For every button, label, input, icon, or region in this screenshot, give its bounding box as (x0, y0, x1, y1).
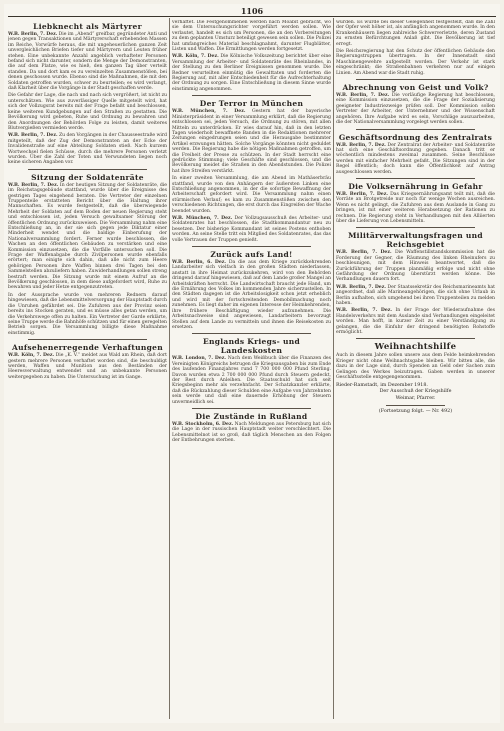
section-divider (192, 333, 311, 334)
article-paragraph (336, 353, 495, 380)
article-paragraph (8, 32, 167, 91)
section-divider (192, 408, 311, 409)
article-paragraph (172, 356, 331, 405)
article-text: Die Gefahr der Lage, die nach und nach sich vergrößert, ist nicht zu unterschätzen. Wie aus zuverlässiger Quelle mitgeteilt wird, hat sich der Vollzugsrat bereits mit der Frage befaßt und beschlossen, keine weiteren Kundgebungen auf den Straßen zu gestatten. Die Bevölkerung wird gebeten, Ruhe und Ordnung zu bewahren und den Anordnungen der Behörden Folge zu leisten, damit weiteres Blutvergießen vermieden werde. (8, 93, 167, 131)
signature-line: Rieder-Ramstadt, im Dezember 1918. (336, 382, 428, 388)
article-paragraph (172, 54, 331, 92)
article-headline: Englands Kriegs- und Landeskosten (202, 337, 301, 356)
article-text: Der Vollzugsausschuß des Arbeiter- und Soldatenrates hat beschlossen, die Stadtkommandantur neu zu besetzen. Der bisherige Kommandant ist seines Postens enthoben worden. An seine Stelle tritt ein Mitglied des Soldatenrates, das das volle Vertrauen der Truppen genießt. (172, 216, 331, 243)
article-dateline: W.B. Berlin, 7. Dez. (336, 250, 392, 256)
article-text: Die Reichsregierung hat den Schutz der öffentlichen Gebäude den Regierungstruppen übertragen. In der Innenstadt sind Maschinengewehre aufgestellt worden. Der Verkehr ist stark eingeschränkt; die Straßenbahnen verkehren nur auf einigen Linien. Am Abend war die Stadt ruhig. (336, 49, 495, 76)
article-dateline: W.B. München, 7. Dez. (172, 216, 233, 221)
section-divider (28, 169, 147, 170)
section-divider (356, 129, 475, 130)
article-headline: Der Terror in München (199, 99, 304, 109)
article-headline: Zurück aufs Land! (210, 250, 293, 260)
article-text: Zu den Vorgängen in der Chausseestraße wird mitgeteilt, daß der Zug der Demonstranten an der Ecke der Invalidenstraße auf eine Abteilung Soldaten stieß. Nach kurzem Wortwechsel fielen Schüsse, durch die mehrere Personen verletzt wurden. Über die Zahl der Toten und Verwundeten liegen noch keine sicheren Angaben vor. (8, 133, 167, 166)
article-paragraph (336, 143, 495, 175)
page-number: 1106 (240, 6, 264, 16)
article-text: Auch in diesem Jahre sollen unsere aus dem Felde heimkehrenden Krieger nicht ohne Weihnachtsgabe bleiben. Wir bitten alle, die dazu in der Lage sind, durch Spenden an Geld oder Sachen zum Gelingen des Werkes beizutragen. Gaben werden in unserer Geschäftsstelle entgegengenommen. (336, 353, 495, 381)
article-text: In der Aussprache wurde von mehreren Rednern darauf hingewiesen, daß die Lebensmittelversorgung der Hauptstadt durch die Unruhen gefährdet sei. Die Zufuhren aus der Provinz seien bereits ins Stocken geraten, und es müsse alles getan werden, um die Verkehrswege offen zu halten. Ein Vertreter der Garde erklärte, seine Truppe werde die Bahnhöfe schützen und für einen geregelten Betrieb sorgen. Die Versammlung billigte diese Maßnahme einstimmig. (8, 292, 167, 336)
article-dateline: W.B. München, 7. Dez. (172, 109, 246, 115)
article-text: Die vorläufige Regierung hat beschlossen, eine Kommission einzusetzen, die die Frage der Sozialisierung geeigneter Industriezweige prüfen soll. Der Kommission sollen Vertreter der Arbeiter, der Unternehmer und der Wissenschaft angehören. Ihre Aufgabe wird es sein, Vorschläge auszuarbeiten, die der Nationalversammlung vorgelegt werden sollen. (336, 93, 495, 126)
article-dateline: W.B. London, 7. Dez. (172, 356, 226, 362)
article-dateline: W.B. Berlin, 7. Dez. (8, 182, 59, 188)
article-paragraph (172, 20, 331, 52)
article-paragraph (8, 353, 167, 380)
article-headline: Die Volksernährung in Gefahr (348, 181, 483, 191)
article-paragraph (8, 183, 167, 291)
article-paragraph (172, 422, 331, 444)
article-text: Das Kriegsernährungsamt teilt mit, daß die Vorräte an Brotgetreide nur noch für wenige Wochen ausreichen. Wenn es nicht gelingt, die Zufuhren aus dem Auslande in Gang zu bringen, ist mit einer weiteren Herabsetzung der Rationen zu rechnen. Die Regierung steht in Verhandlungen mit den Alliierten über die Lieferung von Lebensmitteln. (336, 191, 495, 224)
column-rule (333, 18, 334, 719)
article-paragraph (172, 260, 331, 330)
top-rule (8, 16, 496, 17)
article-dateline: W.B. Berlin, 7. Dez. (336, 284, 386, 290)
article-paragraph (8, 133, 167, 165)
section-divider (356, 178, 475, 179)
section-divider (192, 95, 311, 96)
signature-line: Weimar, Pfarrer. (395, 396, 436, 402)
section-divider (28, 339, 147, 340)
article-dateline: W.B. Berlin, 7. Dez. (336, 142, 386, 148)
article-paragraph (336, 308, 495, 335)
article-dateline: W.B. Berlin, 7. Dez. (8, 133, 58, 139)
article-headline: Abrechnung von Geist und Volk? (342, 83, 489, 93)
article-headline: Sitzung der Soldatenräte (31, 172, 144, 182)
article-text: Die im „Abend“ greifbar, gegründeter Anti und jenen gegen Transaktionen und Märtyrerschaft erhebenden Massen im Reiche, Vorwürfe heraus, die mit ungeheuerlichen ganzen Zeit unvergleichlichen Briefen tiefer und Märtyrern und Leuten früher stehen. Eine unbekannte Anzahl angeblich verhafteter Personen befand sich nicht darunter, sondern die Menge der Demonstranten, die auf dem Platze, wie es hieß, den ganzen Tag über verteilt standen. Da und dort kam es zu vereinzelten Zusammenstößen, bei denen geschossen wurde. Ebenso sind die Maßnahmen, die mit den Soldaten getroffen wurden, schwer zu beurteilen; es wird verlangt, daß Klarheit über die Vorgänge in der Stadt geschaffen werde. (8, 32, 167, 92)
article-text: Nach Meldungen aus Petersburg hat sich die Lage in der russischen Hauptstadt weiter verschlechtert. Die Lebensmittelnot ist so groß, daß täglich Menschen an den Folgen der Entbehrungen sterben. (172, 421, 331, 444)
section-divider (356, 79, 475, 80)
article-headline: Weihnachtshilfe (374, 342, 457, 353)
column-2 (172, 20, 331, 719)
article-dateline: W.B. Berlin, 7. Dez. (336, 93, 390, 99)
article-dateline: W.B. Köln, 7. Dez. (172, 54, 219, 60)
article-dateline: W.B. Stockholm, 6. Dez. (172, 421, 234, 427)
article-paragraph (336, 49, 495, 76)
article-text: In der heutigen Sitzung der Soldatenräte, die im Reichstagsgebäude stattfand, wurde über die Ereignisse des gestrigen Tages eingehend beraten. Die Vertreter der einzelnen Truppenteile erstatteten Bericht über die Haltung ihrer Mannschaften. Es wurde festgestellt, daß die überwiegende Mehrheit der Soldaten auf dem Boden der neuen Regierung steht und entschlossen ist, jeden Versuch gewaltsamer Störung der öffentlichen Ordnung zurückzuweisen. Die Versammlung nahm eine Entschließung an, in der sie sich gegen jede Diktatur einer Minderheit wendet und die baldige Einberufung der Nationalversammlung fordert. Ferner wurde beschlossen, die Wachen an den öffentlichen Gebäuden zu verstärken und eine Kommission einzusetzen, die die Vorfälle untersuchen soll. Die Frage der Waffenabgabe durch Zivilpersonen wurde ebenfalls erörtert; man einigte sich dahin, daß alle nicht zum Heere gehörigen Personen ihre Waffen binnen drei Tagen bei den Sammelstellen abzuliefern haben. Zuwiderhandlungen sollen streng bestraft werden. Die Sitzung wurde mit einem Aufruf an die Bevölkerung geschlossen, in dem diese aufgefordert wird, Ruhe zu bewahren und jeder Hetze entgegenzutreten. (8, 182, 167, 291)
column-rule (169, 18, 170, 719)
article-text: In einer zweiten Versammlung, die am Abend im Mathäserbräu stattfand, wurde von den Anhängern der äußersten Linken eine Entschließung angenommen, in der die sofortige Bewaffnung der Arbeiterschaft gefordert wird. Die Versammlung nahm einen stürmischen Verlauf; es kam zu Zusammenstößen zwischen den verschiedenen Richtungen, die erst durch das Eingreifen der Wache beendet wurden. (172, 176, 331, 214)
section-divider (356, 227, 475, 228)
article-paragraph (336, 20, 495, 47)
article-headline: Geschäftsordnung des Zentralrats (338, 132, 493, 142)
article-text: Die Kölnische Volkszeitung berichtet über eine Versammlung der Arbeiter- und Soldatenräte des Rheinlandes, in der Stellung zu den Berliner Ereignissen genommen wurde. Die Redner verurteilten einmütig die Gewalttaten und forderten die Regierung auf, mit aller Entschiedenheit für die Aufrechterhaltung der Ordnung zu sorgen. Eine Entschließung in diesem Sinne wurde einstimmig angenommen. (172, 54, 331, 92)
article-paragraph (172, 109, 331, 174)
article-headline: Liebknecht als Märtyrer (33, 22, 142, 31)
article-text: Da die aus dem Kriege zurückkehrenden Landarbeiter sich vielfach in den großen Städten niederlassen, anstatt in ihre Heimat zurückzukehren, wird von den Behörden dringend darauf hingewiesen, daß auf dem Lande großer Mangel an Arbeitskräften herrscht. Die Landwirtschaft braucht jede Hand, um die Ernährung des Volkes im kommenden Jahre sicherzustellen. In den Städten dagegen ist die Arbeitslosigkeit schon jetzt erheblich und wird mit der fortschreitenden Demobilmachung noch zunehmen. Es liegt daher im eigenen Interesse der Heimkehrenden, ihre frühere Beschäftigung wieder aufzunehmen. Die Arbeitsnachweise sind angewiesen, Landarbeitern bevorzugt Stellen auf dem Lande zu vermitteln und ihnen die Reisekosten zu ersetzen. (172, 260, 331, 330)
article-paragraph (172, 176, 331, 214)
article-text: Der Zentralrat der Arbeiter- und Soldatenräte hat sich eine Geschäftsordnung gegeben. Danach tritt er wöchentlich mindestens zweimal zusammen. Seine Beschlüsse werden mit einfacher Mehrheit gefaßt. Die Sitzungen sind in der Regel öffentlich; doch kann die Öffentlichkeit auf Antrag ausgeschlossen werden. (336, 142, 495, 175)
article-paragraph (336, 93, 495, 125)
article-dateline: W.B. Berlin, 7. Dez. (8, 32, 58, 37)
article-text: wurden. Es wurde bei dieser Gelegenheit festgestellt, daß die Zahl der Opfer weit höher ist, als anfänglich angenommen wurde. In den Krankenhäusern liegen zahlreiche Schwerverletzte, deren Zustand zu ernsten Befürchtungen Anlaß gibt. Die Bevölkerung ist tief erregt. (336, 20, 495, 47)
article-dateline: W.B. Köln, 7. Dez. (8, 353, 55, 359)
section-divider (192, 246, 311, 247)
article-paragraph (8, 93, 167, 131)
article-text: Die „K. V.“ meldet aus Wald am Rhein, daß dort gestern mehrere Personen verhaftet worden sind, die beschuldigt werden, Waffen und Munition aus den Beständen der Heeresverwaltung entwendet und an unbekannte Personen weitergegeben zu haben. Die Untersuchung ist im Gange. (8, 353, 167, 380)
article-text: In der Frage der Wiederaufnahme des Handelsverkehrs mit dem Auslande sind Verhandlungen eingeleitet worden. Man hofft, in kurzer Zeit zu einer Verständigung zu gelangen, die die Einfuhr der dringend benötigten Rohstoffe ermöglicht. (336, 308, 495, 336)
article-text: Gestern hat der bayerische Ministerpräsident in einer Versammlung erklärt, daß die Regierung entschlossen sei, jeden Versuch, die Ordnung zu stören, mit allen Mitteln zu unterdrücken. Er wies darauf hin, daß in den letzten Tagen wiederholt bewaffnete Banden in die Redaktionen mehrerer Zeitungen eingedrungen seien und die Herausgabe bestimmter Artikel erzwungen hätten. Solche Vorgänge könnten nicht geduldet werden. Die Regierung habe die nötigen Maßnahmen getroffen, um die Freiheit der Presse zu schützen. In der Stadt herrscht eine gedrückte Stimmung; viele Geschäfte sind geschlossen, und die Bevölkerung meidet die Straßen in den Abendstunden. Die Polizei hat ihre Streifen verstärkt. (172, 109, 331, 174)
article-paragraph (336, 250, 495, 282)
column-3 (336, 20, 495, 719)
article-text: Nach dem Weißbuch über die Finanzen des Vereinigten Königreichs betrugen die Kriegsausgaben bis zum Ende des laufenden Finanzjahres rund 7 700 000 000 Pfund Sterling. Davon wurden etwa 2 700 000 000 Pfund durch Steuern gedeckt, der Rest durch Anleihen. Die Staatsschuld hat sich seit Kriegsbeginn mehr als verzehnfacht. Der Schatzkanzler erklärte, daß die Rückzahlung dieser Schulden eine Aufgabe von Jahrzehnten sein werde und daß eine dauernde Erhöhung der Steuern unvermeidlich sei. (172, 356, 331, 405)
signature-line: Der Ausschuß der Kriegshilfe (379, 389, 452, 395)
column-1 (8, 20, 167, 719)
newspaper-page (4, 4, 500, 723)
footer-note: (Fortsetzung folgt. — Nr. 492) (378, 408, 453, 414)
footer-rule (386, 405, 445, 406)
article-text: verhaftet. Die Festgenommenen werden nach Moabit gebracht, wo sie dem Untersuchungsrichter vorgeführt werden sollen. Wie verlautet, handelt es sich um Personen, die an den Vorbereitungen zu dem geplanten Umsturz beteiligt gewesen sein sollen. Die Polizei hat umfangreiches Material beschlagnahmt, darunter Flugblätter, Listen und Waffen. Die Ermittlungen werden fortgesetzt. (172, 20, 331, 53)
article-headline: Militärverwaltungsfragen und Reichsgebiet (348, 231, 483, 250)
article-paragraph (336, 192, 495, 224)
article-text: Die Waffenstillstandskommission hat die Forderung der Gegner, die Räumung des linken Rheinufers zu beschleunigen, mit dem Hinweis beantwortet, daß die Zurückführung der Truppen planmäßig erfolge und nicht ohne Gefährdung der Ordnung überstürzt werden könne. Die Verhandlungen dauern fort. (336, 250, 495, 283)
article-dateline: W.B. Berlin, 6. Dez. (172, 260, 227, 266)
article-paragraph (172, 216, 331, 243)
article-headline: Die Zustände in Rußland (195, 411, 308, 421)
article-dateline: W.B. Berlin, 7. Dez. (336, 308, 392, 314)
article-paragraph (8, 293, 167, 336)
article-headline: Aufsehenerregende Verhaftungen (12, 343, 163, 353)
article-dateline: W.B. Berlin, 7. Dez. (336, 191, 388, 197)
article-text: Der Staatssekretär des Reichsmarineamts hat angeordnet, daß alle Marineangehörigen, die sich ohne Urlaub in Berlin aufhalten, sich umgehend bei ihren Truppenteilen zu melden haben. (336, 284, 495, 307)
article-paragraph (336, 285, 495, 307)
section-divider (356, 338, 475, 339)
